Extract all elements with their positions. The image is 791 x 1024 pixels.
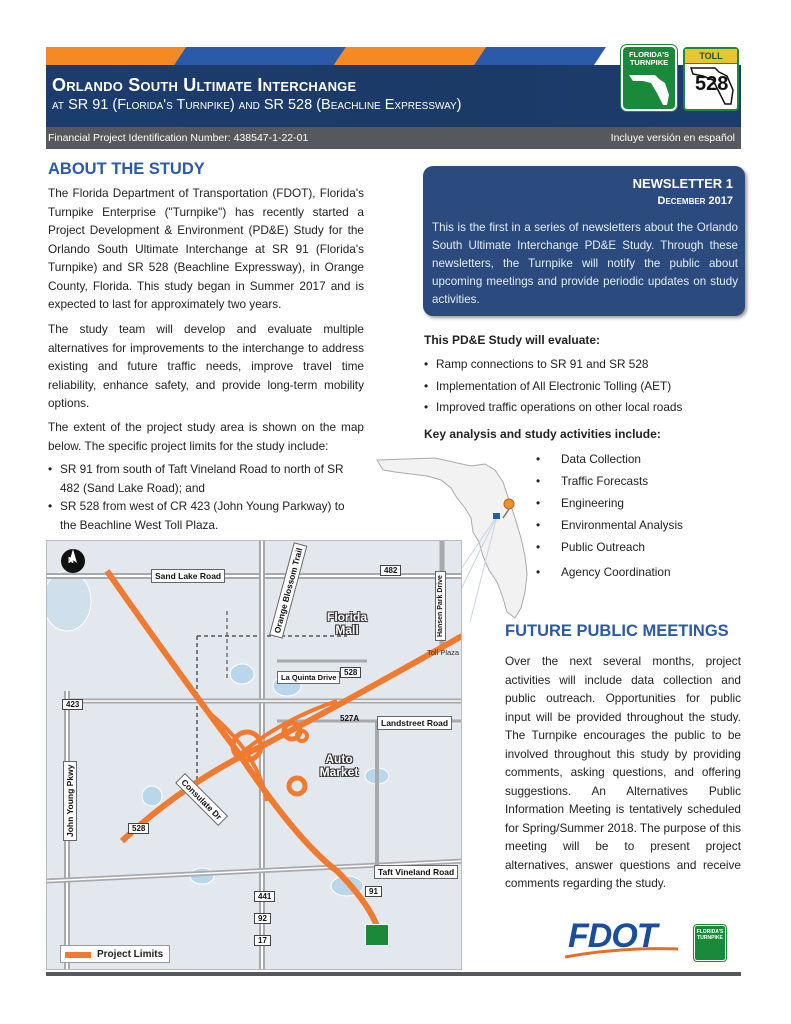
map-label: Taft Vineland Road [374,865,458,879]
fdot-logo: FDOT [568,917,657,955]
activity-label: Traffic Forecasts [561,474,649,488]
about-para-3: The extent of the project study area is shown on the map below. The specific project limits for the study include: [48,420,364,453]
route-shield-527a: 527A [340,714,360,723]
map-label: Consulate Dr [175,773,228,826]
list-item: • SR 91 from south of Taft Vineland Road to north of SR 482 (Sand Lake Road); and [48,460,348,497]
route-shield-528: 528 [128,823,149,834]
activity-label: Data Collection [561,452,641,466]
route-shield-441: 441 [254,891,275,902]
newsletter-date: December 2017 [657,195,733,207]
list-item: • Improved traffic operations on other local roads [424,398,734,417]
map-label: Auto Market [319,752,359,779]
map-label: Sand Lake Road [151,569,225,583]
map-label: Orange Blossom Trail [269,542,307,638]
about-heading: ABOUT THE STUDY [48,160,205,178]
route-shield-92: 92 [254,913,271,924]
map-label: Florida Mall [326,610,367,637]
page-title: Orlando South Ultimate Interchange [52,75,357,95]
footer-bar [46,972,741,976]
turnpike-small-logo: FLORIDA'S TURNPIKE [694,925,726,961]
turnpike-sign-icon [365,924,389,946]
route-shield-528: 528 [340,667,361,678]
meetings-text: Over the next several months, project activities will include data collection and public outreach. Opportunities for public input will be provided throughout the study. The Turnpike encourages the public to be involved throughout this study by providing comments, asking questions, and offering suggestions. An Alternatives Public Information Meeting is tentatively scheduled for Spring/Summer 2018. The purpose of this meeting will be to present project alternatives, answer questions and receive comments regarding the study. [505,654,741,890]
legend-swatch [65,952,91,958]
list-item: • SR 528 from west of CR 423 (John Young Parkway) to the Beachline West Toll Plaza. [48,497,348,534]
evaluate-heading: This PD&E Study will evaluate: [424,333,601,347]
newsletter-text: This is the first in a series of newsletters about the Orlando South Ultimate Interchange PD&E Study. Through these newsletters, the Turnpike will notify the public about upcoming meetings and provide periodic updates on study activities. [432,221,738,306]
toll-number: 528 [695,73,729,95]
about-para-1: The Florida Department of Transportation (FDOT), Florida's Turnpike Enterprise ("Turnpike") has recently started a Project Development & Environment (PD&E) Study for the Orlando South Ultimate Interchange at SR 91 (Florida's Turnpike) and SR 528 (Beachline Expressway), in Orange County, Florida. This study began in Summer 2017 and is expected to last for approximately two years. [48,186,364,311]
activity-label: Public Outreach [561,540,645,554]
newsletter-title: NEWSLETTER 1 [632,176,733,191]
fdot-swoosh-icon [560,945,680,963]
route-shield-91: 91 [365,886,382,897]
activity-label: Agency Coordination [561,565,671,579]
turnpike-logo [621,45,677,111]
map-legend [60,945,170,963]
map-graphic [47,541,462,970]
info-bar [46,127,741,149]
activity-label: Environmental Analysis [561,518,683,532]
map-label: John Young Pkwy [63,761,77,841]
activity-label: Engineering [561,496,624,510]
spanish-note: Incluye versión en español [610,132,735,144]
route-shield-17: 17 [254,935,271,946]
route-shield-482: 482 [380,565,401,576]
project-map [46,540,462,970]
activities-heading: Key analysis and study activities include: [424,427,661,441]
toll-label: TOLL [685,49,737,64]
list-item: • Implementation of All Electronic Tolling (AET) [424,377,734,396]
map-label: Hansen Park Drive [435,571,446,641]
map-label: La Quinta Drive [277,671,340,684]
route-shield-423: 423 [62,699,83,710]
limits-list [48,460,348,534]
turnpike-logo-text: FLORIDA'S TURNPIKE [628,50,670,67]
meetings-heading: FUTURE PUBLIC MEETINGS [505,622,729,640]
about-para-2: The study team will develop and evaluate multiple alternatives for improvements to the interchange to address existing and future traffic needs, improve travel time reliability, enhance safety, and provide long-term mobility options. [48,322,364,410]
page-subtitle: at SR 91 (Florida's Turnpike) and SR 528 (Beachline Expressway) [52,97,462,113]
newsletter-box [423,166,745,316]
financial-id: Financial Project Identification Number: 438547-1-22-01 [48,132,309,144]
stripe-graphic [46,47,616,65]
toll-528-logo [683,47,739,111]
legend-label: Project Limits [97,949,164,960]
list-item: • Ramp connections to SR 91 and SR 528 [424,355,734,374]
north-icon: N [68,556,74,565]
header-stripes [46,47,616,65]
map-label: Toll Plaza [427,648,460,657]
florida-shape-icon [625,69,677,109]
map-label: Landstreet Road [377,716,452,730]
evaluate-list [424,355,734,417]
